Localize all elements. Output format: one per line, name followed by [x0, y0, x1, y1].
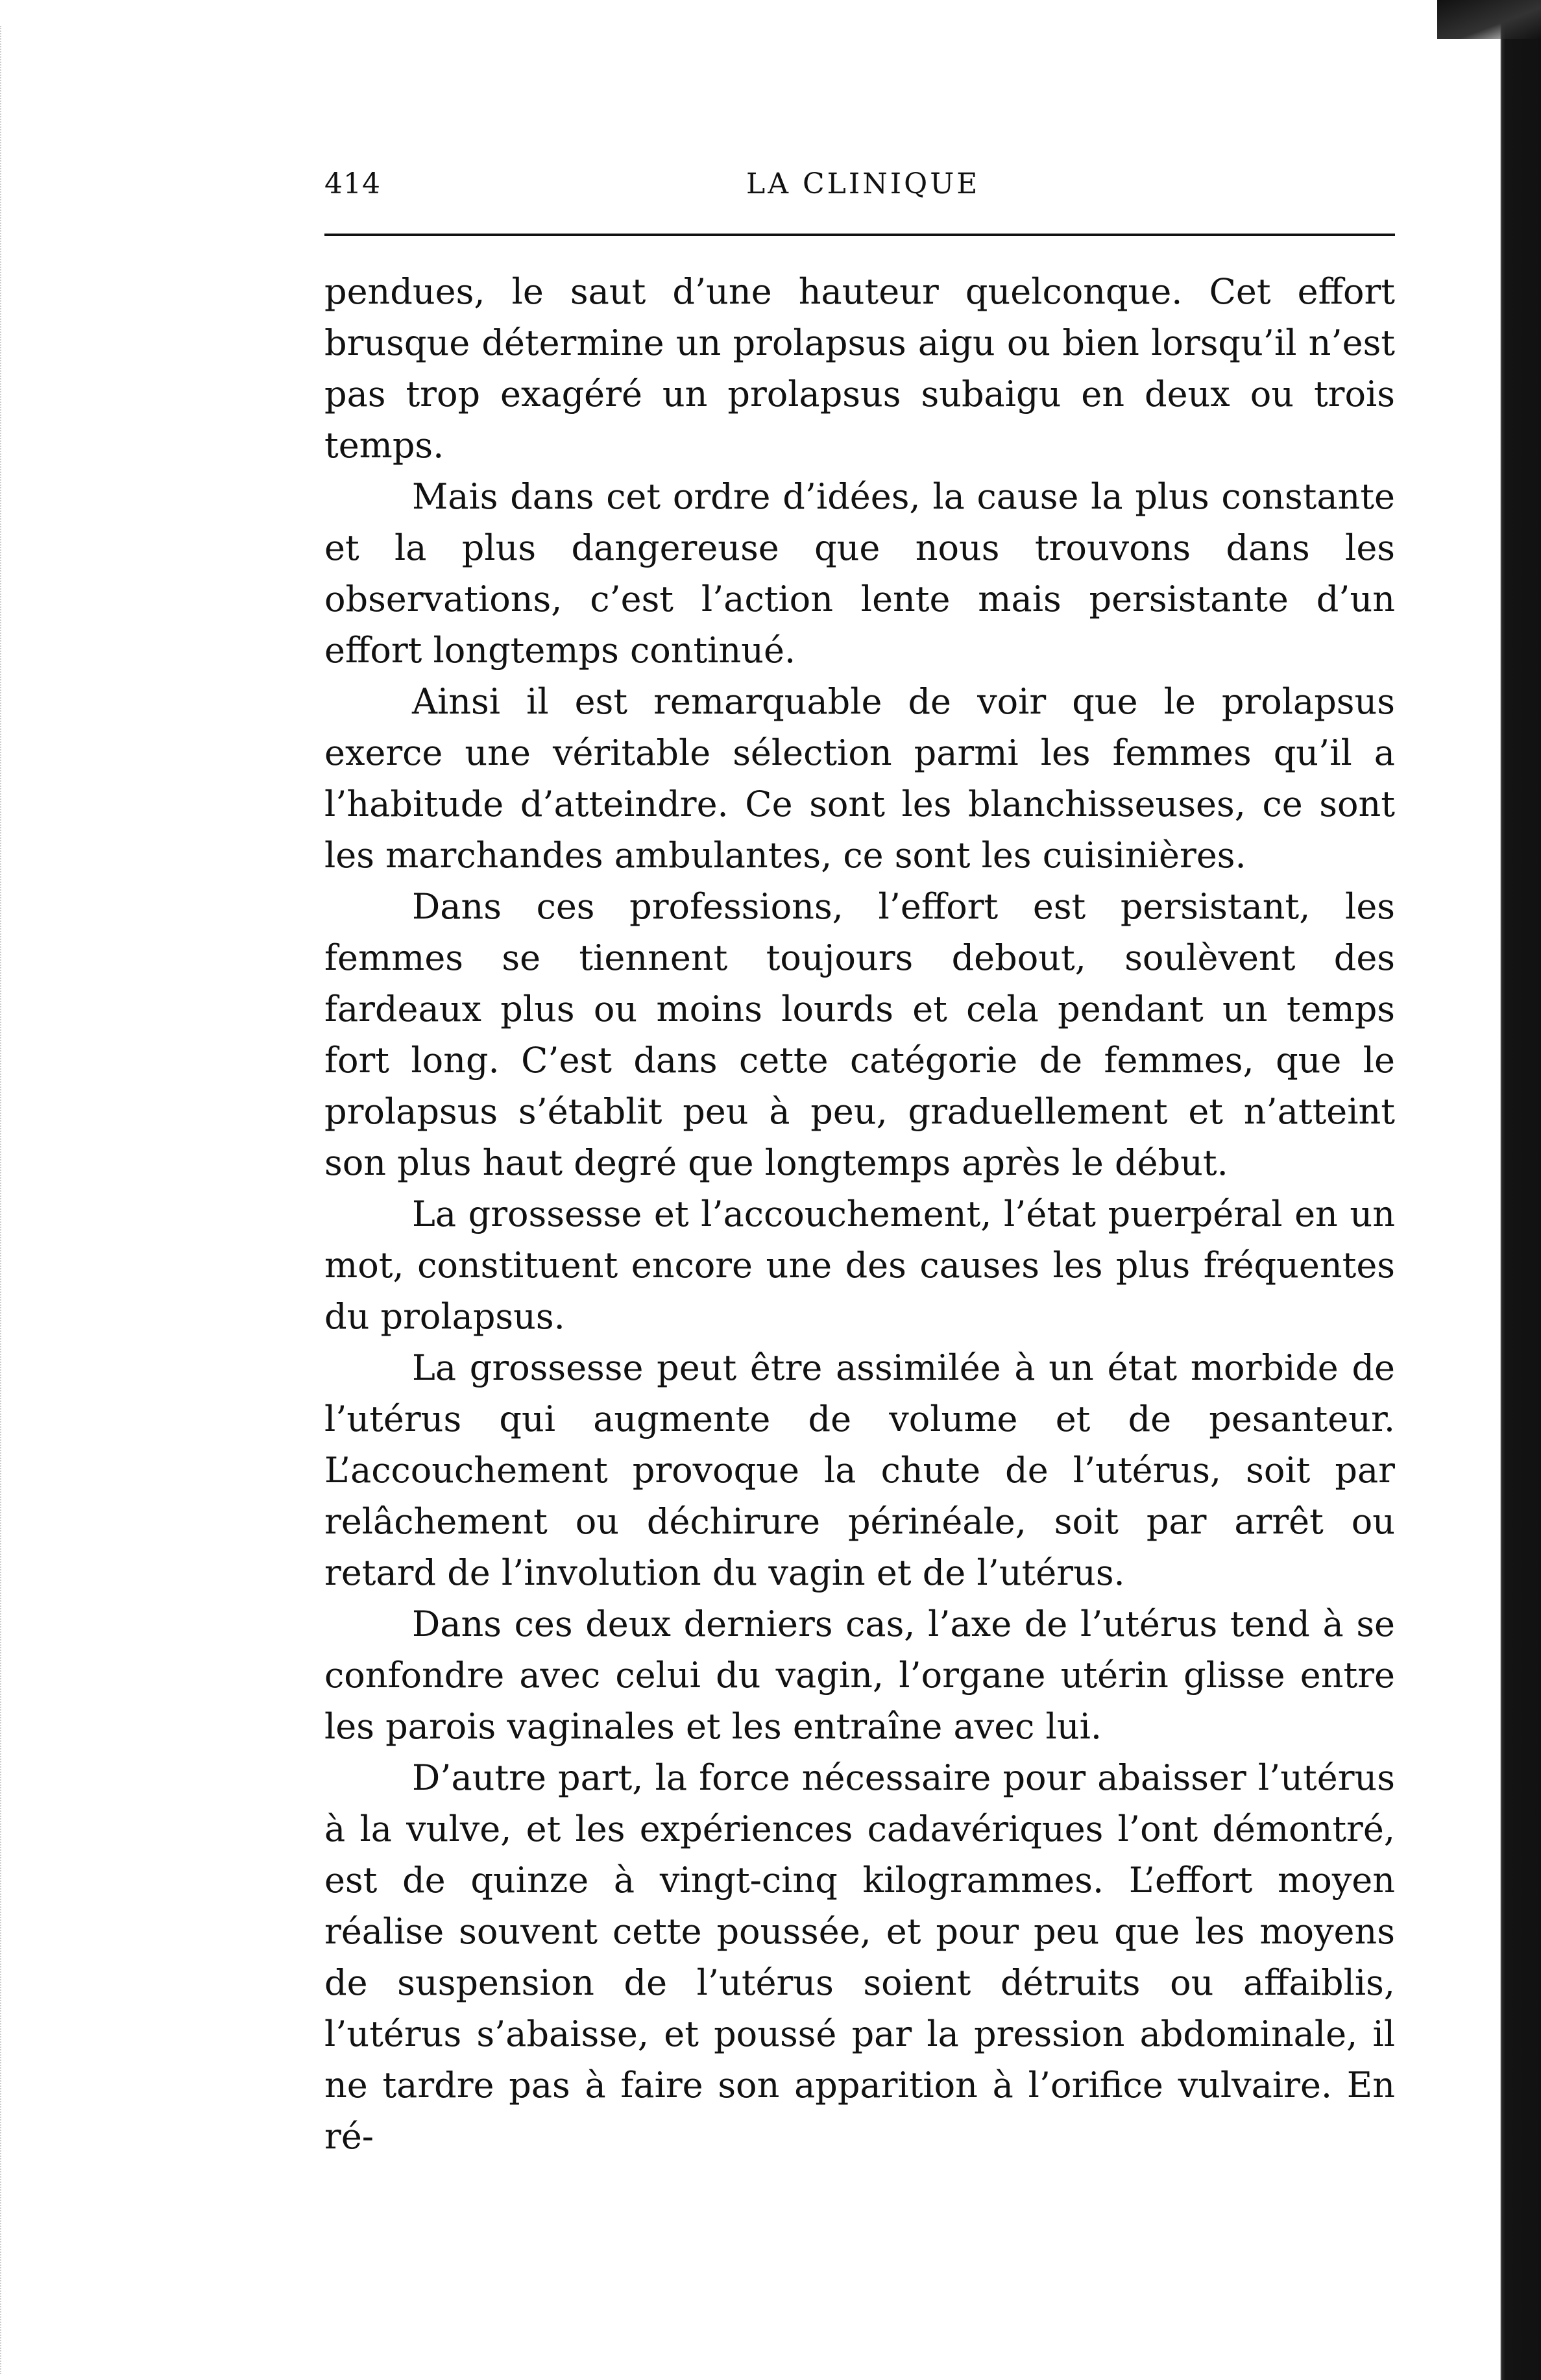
page-number: 414: [324, 167, 381, 200]
running-head: [324, 167, 1395, 213]
paragraph: Mais dans cet ordre d’idées, la cause la plus constante et la plus dangereuse que nous trouvons dans les observations, c’est l’action lente mais persistante d’un effort longtemps continué.: [324, 476, 1395, 671]
paragraph: Dans ces professions, l’effort est persistant, les femmes se tiennent toujours debout, soulèvent des fardeaux plus ou moins lourds et cela pendant un temps fort long. C’est dans cette catégorie de femmes, que le prolapsus s’établit peu à peu, graduellement et n’atteint son plus haut degré que longtemps après le début.: [324, 886, 1395, 1183]
scan-binding-shadow: [1479, 0, 1541, 2380]
paragraph: La grossesse peut être assimilée à un état morbide de l’utérus qui augmente de volume et de pesanteur. L’accouchement provoque la chute de l’utérus, soit par relâchement ou déchirure périnéale, soit par arrêt ou retard de l’involution du vagin et de l’utérus.: [324, 1347, 1395, 1593]
scan-left-edge: [0, 26, 27, 2374]
paragraph: La grossesse et l’accouchement, l’état puerpéral en un mot, constituent encore une des causes les plus fréquentes du prolapsus.: [324, 1194, 1395, 1337]
scan-corner-shadow: [1437, 0, 1541, 39]
journal-title: LA CLINIQUE: [746, 167, 980, 200]
header-rule: [324, 234, 1395, 236]
paragraph: Dans ces deux derniers cas, l’axe de l’utérus tend à se confondre avec celui du vagin, l’organe utérin glisse entre les parois vaginales et les entraîne avec lui.: [324, 1604, 1395, 1747]
paragraph: Ainsi il est remarquable de voir que le prolapsus exerce une véritable sélection parmi les femmes qu’il a l’habitude d’atteindre. Ce sont les blanchisseuses, ce sont les marchandes ambulantes, ce sont les cuisinières.: [324, 681, 1395, 876]
paragraph: D’autre part, la force nécessaire pour abaisser l’utérus à la vulve, et les expériences cadavériques l’ont démontré, est de quinze à vingt-cinq kilogrammes. L’effort moyen réalise souvent cette poussée, et pour peu que les moyens de suspension de l’utérus soient détruits ou affaiblis, l’utérus s’abaisse, et poussé par la pression abdominale, il ne tardre pas à faire son apparition à l’orifice vulvaire. En ré-: [324, 1757, 1395, 2157]
paragraph-continued: pendues, le saut d’une hauteur quelconque. Cet effort brusque détermine un prolapsus aigu ou bien lorsqu’il n’est pas trop exagéré un prolapsus subaigu en deux ou trois temps.: [324, 271, 1395, 466]
body-text: [324, 266, 1395, 2162]
